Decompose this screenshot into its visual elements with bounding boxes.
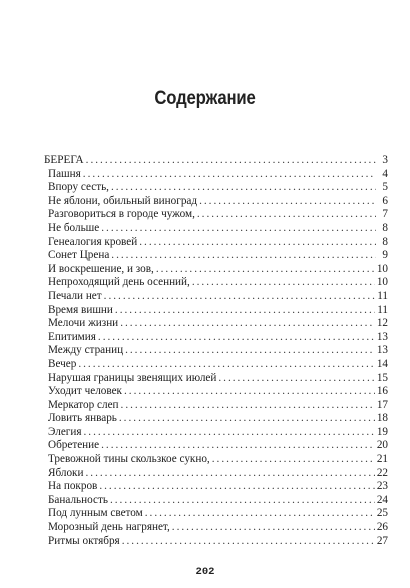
table-of-contents xyxy=(46,154,388,548)
toc-entry-title: Ритмы октября xyxy=(48,534,120,547)
toc-entry xyxy=(46,453,388,467)
toc-entry-page: 10 xyxy=(376,276,388,289)
toc-entry-page: 9 xyxy=(382,249,388,262)
dot-leader xyxy=(101,222,376,236)
toc-entry xyxy=(46,467,388,481)
toc-entry xyxy=(46,358,388,372)
dot-leader xyxy=(86,154,376,168)
toc-entry xyxy=(46,344,388,358)
toc-entry-page: 18 xyxy=(376,412,388,425)
toc-entry-title: Не яблони, обильный виноград xyxy=(48,194,198,207)
dot-leader xyxy=(84,426,375,440)
toc-entry-title: Не больше xyxy=(48,221,100,234)
dot-leader xyxy=(145,507,375,521)
toc-entry xyxy=(46,181,388,195)
toc-entry-title: БЕРЕГА xyxy=(44,154,84,166)
dot-leader xyxy=(124,385,375,399)
toc-entry-page: 22 xyxy=(376,466,388,479)
dot-leader xyxy=(111,181,376,195)
dot-leader xyxy=(192,276,375,290)
toc-entry xyxy=(46,195,388,209)
toc-entry-title: Между страниц xyxy=(48,344,124,357)
toc-entry-page: 21 xyxy=(376,453,388,466)
toc-entry-page: 6 xyxy=(382,194,388,207)
toc-entry-page: 20 xyxy=(376,439,388,452)
toc-entry xyxy=(46,236,388,250)
toc-entry-title: Ловить январь xyxy=(48,412,117,425)
toc-entry xyxy=(46,317,388,331)
toc-entry xyxy=(46,412,388,426)
toc-entry xyxy=(46,290,388,304)
dot-leader xyxy=(197,208,376,222)
toc-entry-page: 13 xyxy=(376,344,388,357)
dot-leader xyxy=(83,168,376,182)
toc-entry xyxy=(46,426,388,440)
dot-leader xyxy=(101,439,375,453)
toc-entry-title: Нарушая границы звенящих июлей xyxy=(48,371,217,384)
toc-entry-title: Тревожной тины скользкое сукно, xyxy=(48,453,210,466)
toc-entry xyxy=(46,385,388,399)
toc-entry-title: Яблоки xyxy=(48,466,84,479)
dot-leader xyxy=(125,344,375,358)
toc-entry-title: Мелочи жизни xyxy=(48,317,119,330)
dot-leader xyxy=(172,521,375,535)
toc-entry xyxy=(46,168,388,182)
toc-entry-title: Печали нет xyxy=(48,289,102,302)
dot-leader xyxy=(156,263,375,277)
toc-entry-page: 7 xyxy=(382,208,388,221)
toc-entry-page: 8 xyxy=(382,221,388,234)
toc-heading: Содержание xyxy=(154,88,256,109)
toc-entry xyxy=(46,249,388,263)
toc-entry-title: Вечер xyxy=(48,357,77,370)
toc-entry xyxy=(46,154,388,168)
dot-leader xyxy=(115,304,375,318)
toc-entry-title: Время вишни xyxy=(48,303,113,316)
toc-entry-page: 11 xyxy=(377,289,388,302)
toc-entry xyxy=(46,372,388,386)
toc-entry xyxy=(46,494,388,508)
toc-entry-page: 23 xyxy=(376,480,388,493)
toc-entry-page: 4 xyxy=(382,167,388,180)
toc-entry-page: 3 xyxy=(382,154,388,166)
toc-entry xyxy=(46,480,388,494)
toc-entry xyxy=(46,399,388,413)
dot-leader xyxy=(98,331,375,345)
dot-leader xyxy=(218,372,374,386)
toc-entry-page: 12 xyxy=(376,317,388,330)
dot-leader xyxy=(121,399,375,413)
toc-entry-page: 8 xyxy=(382,235,388,248)
toc-entry-page: 24 xyxy=(376,493,388,506)
toc-entry-page: 13 xyxy=(376,330,388,343)
toc-entry-page: 27 xyxy=(376,534,388,547)
toc-entry-title: Генеалогия кровей xyxy=(48,235,138,248)
toc-entry-title: Морозный день нагрянет, xyxy=(48,521,170,534)
dot-leader xyxy=(199,195,376,209)
toc-entry-page: 5 xyxy=(382,181,388,194)
dot-leader xyxy=(212,453,375,467)
toc-entry-title: Впору сесть, xyxy=(48,181,109,194)
toc-entry xyxy=(46,263,388,277)
toc-entry-title: Под лунным светом xyxy=(48,507,143,520)
toc-entry-title: Банальность xyxy=(48,493,108,506)
toc-entry-title: Разговориться в городе чужом, xyxy=(48,208,195,221)
toc-entry xyxy=(46,208,388,222)
toc-entry xyxy=(46,222,388,236)
toc-entry-title: Сонет Црена xyxy=(48,249,110,262)
toc-entry-page: 26 xyxy=(376,521,388,534)
dot-leader xyxy=(111,249,376,263)
toc-entry xyxy=(46,521,388,535)
dot-leader xyxy=(99,480,374,494)
toc-entry xyxy=(46,276,388,290)
toc-entry-title: Непроходящий день осенний, xyxy=(48,276,190,289)
dot-leader xyxy=(120,317,375,331)
toc-entry xyxy=(46,331,388,345)
toc-entry-page: 25 xyxy=(376,507,388,520)
dot-leader xyxy=(78,358,374,372)
toc-entry-page: 10 xyxy=(376,262,388,275)
toc-entry-page: 16 xyxy=(376,385,388,398)
toc-entry-title: Пашня xyxy=(48,167,81,180)
toc-entry-page: 15 xyxy=(376,371,388,384)
dot-leader xyxy=(104,290,376,304)
toc-entry-title: Элегия xyxy=(48,425,82,438)
toc-entry-page: 11 xyxy=(377,303,388,316)
toc-entry xyxy=(46,535,388,549)
toc-entry-title: Епитимия xyxy=(48,330,96,343)
dot-leader xyxy=(139,236,376,250)
toc-entry-title: На покров xyxy=(48,480,98,493)
toc-entry xyxy=(46,304,388,318)
dot-leader xyxy=(119,412,375,426)
page-number: 202 xyxy=(195,566,215,578)
toc-entry-page: 19 xyxy=(376,425,388,438)
toc-entry xyxy=(46,507,388,521)
toc-entry-title: Обретение xyxy=(48,439,100,452)
dot-leader xyxy=(110,494,375,508)
toc-entry xyxy=(46,439,388,453)
toc-entry-title: Уходит человек xyxy=(48,385,122,398)
toc-entry-title: И воскрешение, и зов, xyxy=(48,262,154,275)
toc-entry-title: Меркатор слеп xyxy=(48,398,119,411)
dot-leader xyxy=(122,535,375,549)
toc-entry-page: 17 xyxy=(376,398,388,411)
dot-leader xyxy=(85,467,374,481)
toc-entry-page: 14 xyxy=(376,357,388,370)
